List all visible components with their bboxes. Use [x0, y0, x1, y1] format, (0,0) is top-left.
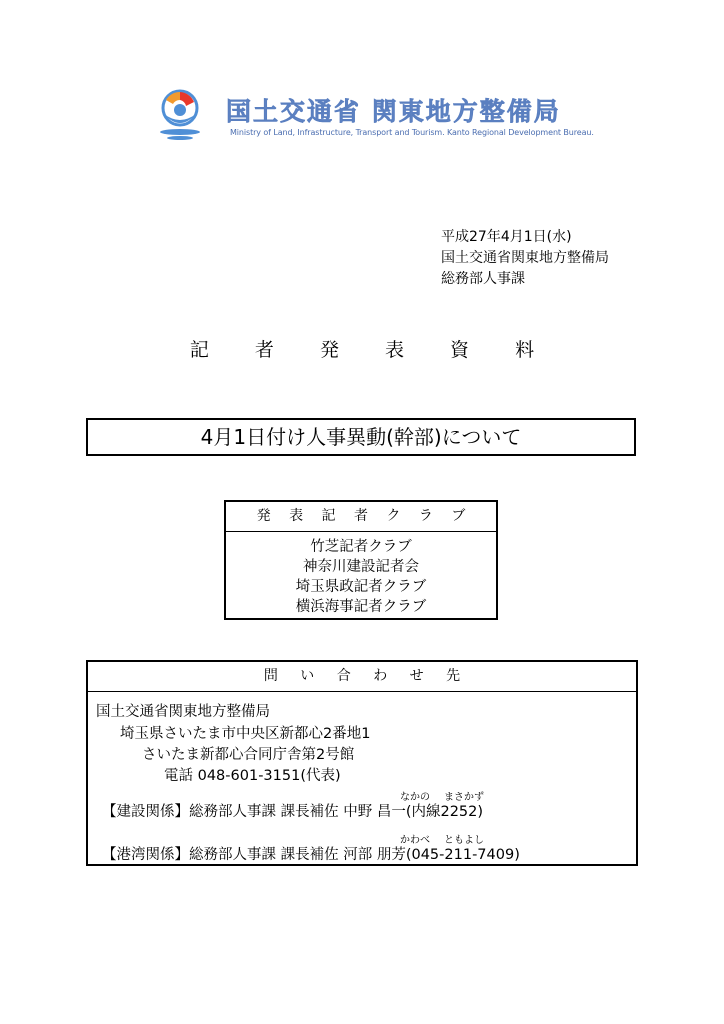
issue-info: [441, 227, 609, 290]
list-item: 横浜海事記者クラブ: [295, 599, 427, 615]
press-release-heading: 記 者 発 表 資 料: [189, 339, 555, 361]
contact-building: さいたま新都心合同庁舎第2号館: [142, 747, 355, 763]
logo-title: 国土交通省 関東地方整備局: [226, 97, 561, 126]
issue-date: 平成27年4月1日(水): [441, 229, 572, 245]
contact-person-construction: 【建設関係】総務部人事課 課長補佐 中野 昌一(内線2252): [102, 804, 484, 820]
list-item: 埼玉県政記者クラブ: [295, 579, 427, 595]
logo-subtitle: Ministry of Land, Infrastructure, Transport and Tourism. Kanto Regional Development Bureau.: [230, 128, 594, 137]
mlit-emblem-icon: [150, 88, 210, 143]
bureau-logo: [150, 88, 610, 148]
issuing-division: 総務部人事課: [441, 271, 525, 287]
furigana-surname: なかの: [400, 792, 430, 803]
contact-phone: 電話 048-601-3151(代表): [164, 768, 341, 784]
issuing-bureau: 国土交通省関東地方整備局: [441, 250, 609, 266]
list-item: 竹芝記者クラブ: [310, 539, 412, 555]
furigana-given: まさかず: [444, 792, 484, 803]
contact-box: [86, 660, 638, 866]
press-club-heading: 発 表 記 者 ク ラ ブ: [226, 502, 496, 532]
contact-person-port: 【港湾関係】総務部人事課 課長補佐 河部 朋芳(045-211-7409): [102, 847, 520, 863]
furigana-given: ともよし: [444, 835, 484, 846]
contact-address: 埼玉県さいたま市中央区新都心2番地1: [120, 726, 371, 742]
list-item: 神奈川建設記者会: [303, 559, 419, 575]
furigana-surname: かわべ: [400, 835, 430, 846]
document-title: 4月1日付け人事異動(幹部)について: [86, 418, 636, 456]
press-club-list: [226, 532, 496, 617]
contact-heading: 問 い 合 わ せ 先: [88, 662, 636, 692]
press-club-box: [224, 500, 498, 620]
contact-org: 国土交通省関東地方整備局: [96, 704, 270, 720]
